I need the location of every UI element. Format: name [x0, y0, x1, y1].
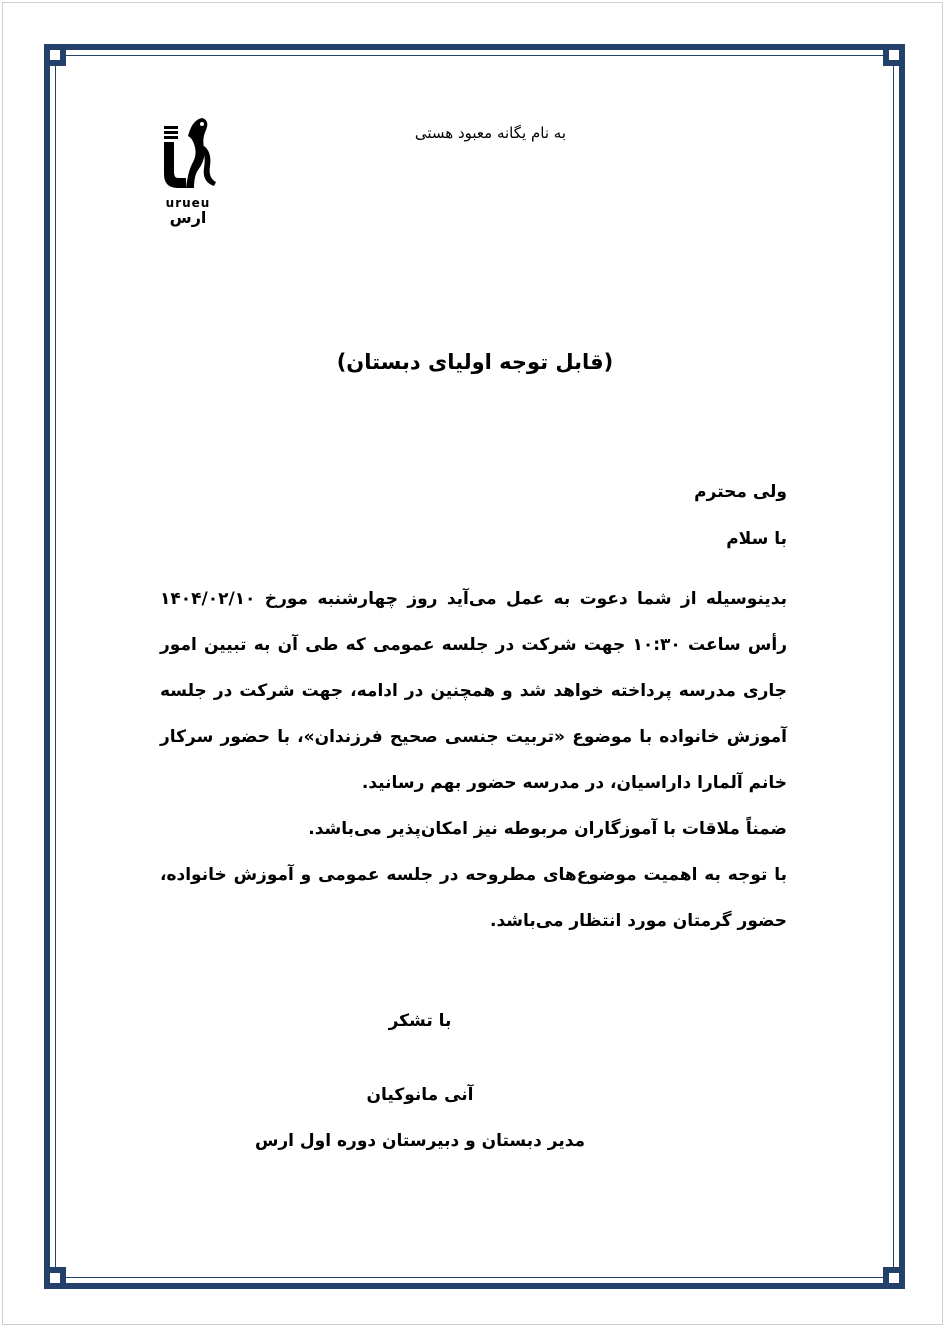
- document-title: (قابل توجه اولیای دبستان): [336, 350, 614, 374]
- invocation-heading: به نام یگانه معبود هستی: [414, 124, 566, 142]
- signer-name: آنی مانوکیان: [366, 1085, 474, 1105]
- greeting-line: با سلام: [726, 529, 787, 549]
- school-logo: [158, 116, 224, 226]
- thanks-line: با تشکر: [388, 1011, 452, 1031]
- frame-corner-top-left: [44, 44, 66, 66]
- frame-corner-top-right: [883, 44, 905, 66]
- frame-corner-bottom-right: [883, 1267, 905, 1289]
- letter-body: [160, 576, 787, 944]
- school-logo-mark: [158, 116, 220, 196]
- recipient-salutation: ولی محترم: [694, 482, 787, 502]
- logo-persian-text: ارس: [169, 208, 207, 227]
- body-paragraph: ضمناً ملاقات با آموزگاران مربوطه نیز امکان‌پذیر می‌باشد.: [308, 819, 787, 839]
- frame-corner-bottom-left: [44, 1267, 66, 1289]
- signer-title: مدیر دبستان و دبیرستان دوره اول ارس: [254, 1131, 586, 1151]
- logo-latin-text: urueu: [165, 196, 211, 210]
- body-paragraph: بدینوسیله از شما دعوت به عمل می‌آید روز چهارشنبه مورخ ۱۴۰۴/۰۲/۱۰ رأس ساعت ۱۰:۳۰ جهت شرکت در جلسه عمومی که طی آن به تبیین امور جاری مدرسه پرداخته خواهد شد و همچنین در ادامه، جهت شرکت در جلسه آموزش خانواده با موضوع «تربیت جنسی صحیح فرزندان»، با حضور سرکار خانم آلمارا داراسیان، در مدرسه حضور بهم رسانید.: [160, 589, 787, 793]
- body-paragraph: با توجه به اهمیت موضوع‌های مطروحه در جلسه عمومی و آموزش خانواده، حضور گرمتان مورد انتظار می‌باشد.: [160, 865, 787, 931]
